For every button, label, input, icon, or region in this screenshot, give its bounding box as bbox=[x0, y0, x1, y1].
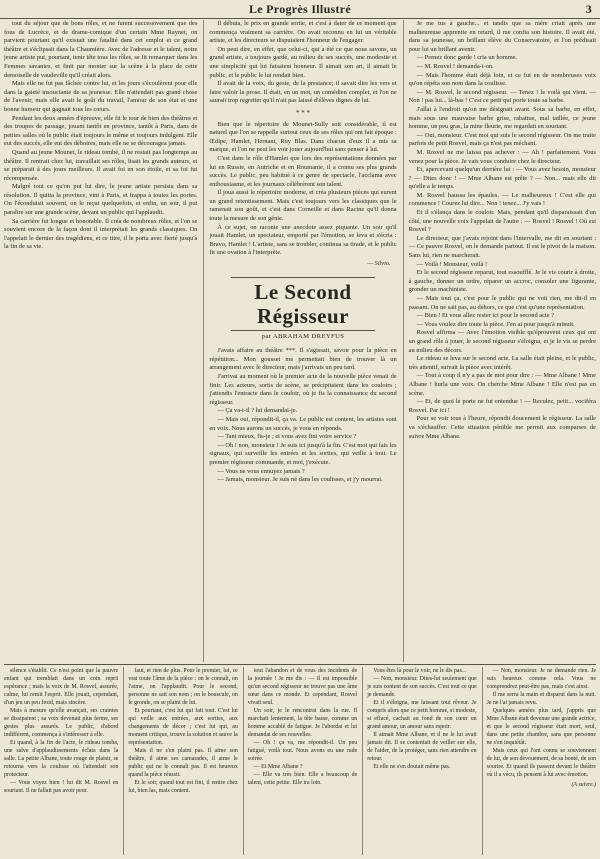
paragraph: — Non, monsieur. Je ne demande rien. Je suis heureux comme cela. Vous ne comprendrez peut-être pas, mais c'est ainsi. bbox=[486, 668, 596, 690]
paragraph: Il me serra la main et disparut dans la nuit. Je ne l'ai jamais revu. bbox=[486, 692, 596, 706]
paragraph: On peut dire, en effet, que celui-ci, qui a été ce que nous savons, un grand artiste, a toujours gardé, au milieu de ses succès, une modestie et une simplicité qui lui faisaient honneur. Il aimait son art, il aimait le public, et le public le lui rendait bien. bbox=[209, 45, 397, 79]
lower-column-5 bbox=[482, 667, 596, 855]
paragraph: Mais elle ne fut pas fâchée contre lui, et les jours s'écoulèrent pour elle dans la gaieté insouciante de sa jeunesse. Elle n'attendait pas grand chose de l'avenir, mais elle avait le goût du travail, l'amour de son état et une bonne humeur qui gagnait tous les cœurs. bbox=[4, 80, 198, 113]
paragraph: — Tant mieux, fis-je ; et vous avez fini votre service ? bbox=[217, 433, 357, 441]
page-number: 3 bbox=[585, 2, 592, 16]
paragraph: — Vous voulez dire toute la pièce. J'en ai pour jusqu'à minuit. bbox=[416, 320, 575, 328]
paragraph: — Prenez donc garde ! cria un homme. bbox=[416, 54, 518, 62]
masthead bbox=[0, 0, 600, 19]
paragraph: Le rideau se leva sur le second acte. La salle était pleine, et le public, très attentif, suivait la pièce avec intérêt. bbox=[408, 355, 596, 371]
paragraph: — Oh ! ça va, me répondit-il. Un peu fatigué, voilà tout. Nous avons eu une rude soirée. bbox=[247, 740, 358, 762]
story-heading bbox=[209, 277, 396, 342]
title-rule bbox=[231, 277, 374, 278]
paragraph: — Oh ! non, monsieur ! Je suis ici jusqu'à la fin. C'est moi qui fais les signaux, qui surveille les entrées et les sorties, qui veille à tout. Le premier régisseur commande, et moi, j'exécute. bbox=[209, 441, 397, 466]
paragraph: Pendant les deux années d'épreuve, elle fit le tour de bien des théâtres et des troupes de passage, jouant tantôt en province, tantôt à Paris, dans de petites salles où le public était toujours le même et toujours indulgent. Elle eut des succès, elle eut des déboires, mais elle ne se découragea jamais. bbox=[4, 114, 198, 148]
paragraph: — Voilà ! Monsieur, voilà ! bbox=[416, 260, 488, 268]
paragraph: tout l'abandon et de vous des incidents de la journée ! Je me dis : — Il est impossible qu'un second régisseur ne trouve pas une âme sœur dans ce monde. Et cependant, Rosvel vivait seul. bbox=[247, 668, 358, 706]
title-rule bbox=[231, 330, 374, 331]
story-byline: par ABRAHAM DREYFUS bbox=[261, 332, 345, 340]
to-be-continued: (A suivre.) bbox=[571, 782, 596, 788]
masthead-title: Le Progrès Illustré bbox=[248, 1, 352, 16]
paragraph: Il joua aussi le répertoire moderne, et créa plusieurs pièces qui eurent un grand retentissement. Mais c'est toujours vers les classiques que le ramenait son goût, et c'est dans Corneille et dans Racine qu'il donna toute la mesure de son génie. bbox=[209, 189, 397, 223]
paragraph: Et il s'élança dans le couloir. Mais, pendant qu'il disparaissait d'un côté, une nouvelle voix l'appelait de l'autre : — Rosvel ! Rosvel ! Où est Rosvel ? bbox=[408, 209, 596, 234]
paragraph: C'est dans le rôle d'Hamlet que lors des représentations données par lui en Russie, en Autriche et en Roumanie, il a connu ses plus grands succès. Le public, peu habitué à ce genre de spectacle, l'acclama avec enthousiasme, et les journaux célébrèrent son talent. bbox=[209, 154, 397, 188]
paragraph: J'arrivai au moment où le premier acte de la nouvelle pièce venait de finir. Les acteurs, sortis de scène, se précipitaient dans les couloirs ; j'attendis l'entracte dans le couloir, où je fis la connaissance du second régisseur. bbox=[209, 373, 397, 406]
paragraph: — Elle va très bien. Elle a beaucoup de talent, cette petite. Elle ira loin. bbox=[247, 772, 358, 786]
paragraph: Sa carrière fut longue et honorable. Il créa de nombreux rôles, et l'on se souvient encore de la façon dont il interprétait les grands classiques. On l'appelait le dernier des tragédiens, et ce titre, il le porta avec fierté jusqu'à la fin de sa vie. bbox=[4, 217, 198, 251]
paragraph: — Tout à coup il n'y a pas de mot pour dire : — Mme Albane ! Mme Albane ! hurla une voix. On cherche Mme Albane ! Elle n'est pas en scène. bbox=[408, 372, 596, 397]
paragraph: Un soir, je le rencontrai dans la rue. Il marchait lentement, la tête basse, comme un homme accablé de fatigue. Je l'abordai et lui demandai de ses nouvelles. bbox=[247, 708, 358, 738]
paragraph: M. Rosvel haussa les épaules. — Le malheureux ! C'est elle qui commence ! Courez lui dire... Non ! tenez... J'y vais ! bbox=[408, 191, 596, 208]
paragraph: Il avait de la voix, du geste, de la prestance; il savait dire les vers et faire valoir la prose. Il était, en un mot, un comédien complet, et l'on ne saurait trop regretter qu'il n'ait pas laissé d'élèves dignes de lui. bbox=[209, 80, 397, 105]
paragraph: Et le second régisseur reparut, tout essoufflé. Je le vis courir à droite, à gauche, donner un ordre, réparer un accroc, consoler une figurante, gronder un machiniste. bbox=[408, 269, 596, 294]
paragraph: — Mais tout ça, c'est pour le public qui ne voit rien, me dit-il en passant. On ne sait pas, au dehors, ce que c'est qu'une représentation. bbox=[408, 295, 596, 311]
paragraph: tout du séjour que de bons rôles, et ne furent successivement que des fous de Lucrèce, et de drame-comique d'un certain Mme Raynet, on parvient pourtant qu'il existait une fatalité dans cet emploi et ce grand théâtre et s'éclipsait dans la Chaumière. Avec de l'adresse et le talent, notre jeune artiste put, pourtant, tenir tête tous les rôles, se fit remarquer dans les Femmes savantes, et finit par monter sur la scène à la place de cette demoiselle de vaudeville qu'il créait alors. bbox=[4, 20, 198, 79]
paragraph: Et pourtant, c'est lui qui fait tout. C'est lui qui veille aux entrées, aux sorties, aux changements de décor ; c'est lui qui, au moment critique, trouve la solution et sauve la représentation. bbox=[128, 708, 238, 746]
paragraph: Il débuta, le prix en grande sortie, et c'est à dater de ce moment que commença vraiment sa carrière. On avait reconnu en lui un véritable artiste, et les directeurs se disputaient l'honneur de l'engager. bbox=[209, 20, 397, 45]
lower-column-4 bbox=[362, 667, 476, 855]
paragraph: Et quand, à la fin de l'acte, le rideau tomba, une salve d'applaudissements éclata dans la salle. La petite Albane, toute rouge de plaisir, se retourna vers la coulisse où l'attendait son protecteur. bbox=[4, 740, 119, 778]
paragraph: Et, apercevant quelqu'un derrière lui : — Vous avez besoin, monsieur ? — Dites donc ! — Mme Albane est prête ? — Non... mais elle dit qu'elle a le temps. bbox=[408, 166, 596, 191]
column-3 bbox=[403, 20, 596, 662]
paragraph: — Et, de quoi le porte ne fut entendue ! — Reculez, petit... vociféra Rosvel. Par ici ! bbox=[408, 398, 596, 414]
paragraph: — Jamais, monsieur. Je suis né dans les coulisses, et j'y mourrai. bbox=[217, 476, 383, 484]
paragraph: Il aimait Mme Albane, et il ne le lui avait jamais dit. Il se contentait de veiller sur elle, de l'aider, de la protéger, sans rien attendre en retour. bbox=[367, 732, 477, 762]
paragraph: — Non, monsieur. Dites-lui seulement que je suis content de son succès. C'est tout ce que je demande. bbox=[367, 676, 477, 698]
paragraph: — Ça va-t-il ? lui demandai-je. bbox=[217, 407, 298, 415]
column-1 bbox=[4, 20, 197, 662]
paragraph: — M. Rosvel ! demanda-t-on. bbox=[416, 62, 494, 70]
paragraph: Mais ceux qui l'ont connu se souviennent de lui, de son dévouement, de sa bonté, de son sourire. Et quand ils passent devant le théâtre où il a vécu, ils pensent à lui avec émotion. bbox=[486, 748, 596, 778]
paragraph: Quand au jeune Mounet, le rideau tombé, il ne restait pas longtemps au théâtre. Il rentrait chez lui, travaillait ses rôles, lisait les grands auteurs, et se préparait à des jours meilleurs. Il avait foi en son étoile, et sa foi fut récompensée. bbox=[4, 148, 198, 182]
section-divider bbox=[4, 664, 596, 665]
paragraph: — Mais l'homme était déjà loin, et ce fut en de nombreuses voix qu'on répéta son nom dans la coulisse. bbox=[408, 71, 596, 88]
paragraph: Pour se voir tous à l'heure, répondit doucement le régisseur. La salle va s'échauffer. Cette situation pénible me permit aux comparses de suivre Mme Albane. bbox=[408, 415, 596, 440]
article-signature: — Silvio. bbox=[367, 260, 391, 268]
lower-section bbox=[4, 667, 596, 855]
paragraph: M. Rosvel ne me laissa pas achever : — Ah ! parfaitement. Vous venez pour la pièce. Je vais vous conduire chez le directeur. bbox=[408, 148, 596, 165]
paragraph: — M. Rosvel, le second régisseur. — Tenez ! le voilà qui vient. — Non ! pas lui... là-bas ! C'est ce petit qui porte toute sa barbe. bbox=[408, 88, 596, 105]
paragraph: À ce sujet, on raconte une anecdote assez piquante. Un soir qu'il jouait Hamlet, un spectateur, emporté par l'émotion, se leva et s'écria : Bravo, Hamlet ! L'artiste, sans se troubler, continua sa tirade, et le public fit une ovation à l'interprète. bbox=[209, 223, 397, 257]
paragraph: — Mais oui, répondit-il, ça va. Le public est content, les artistes sont en voix. Nous aurons un succès, je vous en réponds. bbox=[209, 415, 397, 432]
lower-column-1 bbox=[4, 667, 118, 855]
paragraph: silence s'établit. Ce n'est point que la pauvre enfant qui tremblait dans un coin reprit espérance ; mais la voix de M. Rosvel, assurée, calme, lui remit l'esprit. Elle jouait, cependant, d'un jeu un peu froid, mais sincère. bbox=[4, 668, 119, 706]
paragraph: — Bien ! Et vous allez rester ici pour le second acte ? bbox=[416, 312, 555, 320]
paragraph: Quelques années plus tard, j'appris que Mme Albane était devenue une grande actrice, et que le second régisseur était mort, seul, dans une petite chambre, sans que personne ne s'en inquiétât. bbox=[486, 708, 596, 746]
paragraph: Bien que le répertoire de Mounet-Sully soit considérable, il est naturel que l'on se rappelle surtout ceux de ses rôles qui ont fait époque : Œdipe, Hamlet, Hernani, Ruy Blas. Dans chacun d'eux il a mis sa marque, et l'on ne peut les voir jouer aujourd'hui sans penser à lui. bbox=[209, 120, 397, 154]
story-title: Le Second Régisseur bbox=[254, 279, 352, 328]
paragraph: J'avais affaire au théâtre ***. Il s'agissait, savoir pour la pièce en répétition... Mon gousset me permettait bien de trouver là un arrangement avec le directeur, mais j'arrivais un peu tard. bbox=[209, 347, 397, 372]
column-2 bbox=[203, 20, 396, 662]
paragraph: — Vous voyez bien ! lui dit M. Rosvel en souriant. Il ne fallait pas avoir peur. bbox=[4, 780, 119, 794]
lower-column-2 bbox=[123, 667, 237, 855]
paragraph: Mais à mesure qu'elle avançait, ses craintes se dissipaient ; sa voix devenait plus ferme, ses gestes plus assurés. Le public, d'abord indifférent, commença à s'intéresser à elle. bbox=[4, 708, 119, 738]
paragraph: Et elle ne s'en doutait même pas. bbox=[373, 764, 451, 770]
paragraph: Mais il ne s'en plaint pas. Il aime son théâtre, il aime ses camarades, il aime le public qui ne le connaît pas. Il est heureux quand la pièce réussit. bbox=[128, 748, 238, 778]
paragraph: Le directeur, que j'avais rejoint dans l'intervalle, me dit en souriant : — Ce pauvre Rosvel, on le demande partout. Il est le pivot de la maison. Sans lui, rien ne marcherait. bbox=[408, 234, 596, 260]
paragraph: — Et Mme Albane ? bbox=[253, 764, 303, 770]
paragraph: Et le soir, quand tout est fini, il rentre chez lui, bien las, mais content. bbox=[128, 780, 238, 794]
paragraph: Je me tus à gauche... et tandis que sa mère criait après une malheureuse apprentie en retard, il me confia son histoire. Il avait été, dans sa jeunesse, un brillant élève du Conservatoire, et l'on prédisait pour lui un brillant avenir. bbox=[408, 20, 596, 53]
paragraph: Malgré tout ce qu'on put lui dire, le jeune artiste persista dans sa résolution. Il quitta la province, vint à Paris, et frappa à toutes les portes. On l'éconduisit souvent, on le reçut quelquefois, et enfin, un soir, il put paraître sur une grande scène, devant un public qui l'applaudit. bbox=[4, 183, 198, 217]
paragraph: Et il s'éloigna, me laissant tout rêveur. Je compris alors que ce petit homme, si modeste, si effacé, cachait au fond de son cœur un grand amour, un amour sans espoir. bbox=[367, 700, 477, 730]
paragraph: J'allai à l'endroit qu'on me désignait avant. Sous sa barbe, en effet, mais sous une mauvaise barbe grise, rabattue, mal taillée, ce jeune homme, un peu gras, la mine fleurie, me regardait en souriant. bbox=[408, 105, 596, 131]
paragraph: — Oui, monsieur. C'est moi qui suis le second régisseur. On me traite parfois de petit Rosvel, mais ça n'est pas méchant. bbox=[408, 131, 596, 148]
lower-column-3 bbox=[243, 667, 357, 855]
paragraph: Rosvel affirma — Avec l'émotion visible qu'éprouvent ceux qui ont un grand rôle à jouer, le second régisseur s'éloigna, et je le vis se perdre au milieu des décors. bbox=[408, 329, 596, 354]
paragraph: faut, et rien de plus. Pour le premier, lui, ce vrai toute l'âme de la pièce : on le connaît, on l'aime, on l'applaudit. Pour le second, personne ne sait son nom ; on le bouscule, on le gronde, on se plaint de lui. bbox=[128, 668, 238, 706]
paragraph: — Vous ne vous ennuyez jamais ? bbox=[217, 467, 305, 475]
paragraph: Vous êtes là pour le voir, ne le dis pas... bbox=[373, 668, 467, 674]
upper-section bbox=[4, 20, 596, 662]
section-separator: * * * bbox=[295, 108, 310, 117]
